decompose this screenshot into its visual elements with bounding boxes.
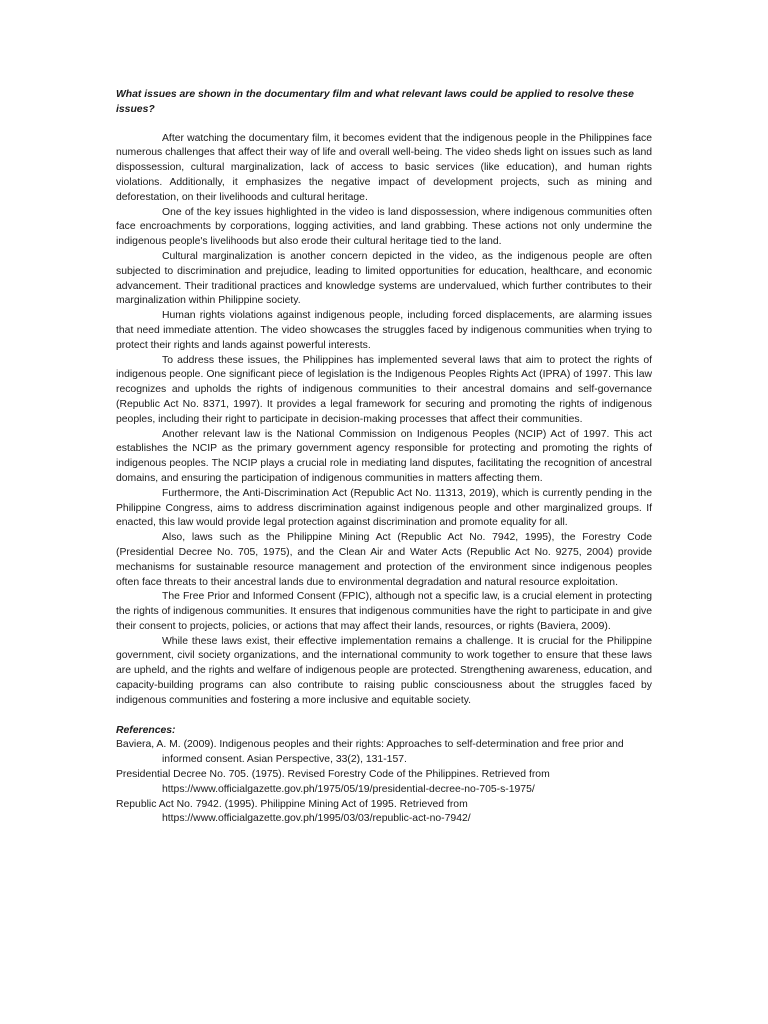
document-page [116, 88, 652, 827]
essay-question: What issues are shown in the documentary film and what relevant laws could be applied to resolve these issues? [116, 89, 634, 115]
references-list [116, 738, 652, 827]
paragraph: To address these issues, the Philippines has implemented several laws that aim to protect the rights of indigenous people. One significant piece of legislation is the Indigenous Peoples Rights Act (IPRA) of 1997. This law recognizes and upholds the rights of indigenous communities to their ancestral domains and self-governance (Republic Act No. 8371, 1997). It provides a legal framework for securing and promoting the rights of indigenous peoples, including their right to participate in decision-making processes that affect their communities. [116, 354, 652, 425]
paragraph: The Free Prior and Informed Consent (FPIC), although not a specific law, is a crucial element in protecting the rights of indigenous communities. It ensures that indigenous communities have the right to participate in and give their consent to projects, policies, or actions that may affect their lands, resources, or rights (Baviera, 2009). [116, 591, 653, 632]
paragraph: Cultural marginalization is another concern depicted in the video, as the indigenous people are often subjected to discrimination and prejudice, leading to limited opportunities for education, healthcare, and economic advancement. Their traditional practices and knowledge systems are undervalued, which further contributes to their marginalization within Philippine society. [116, 250, 652, 307]
paragraph: Also, laws such as the Philippine Mining Act (Republic Act No. 7942, 1995), the Forestry Code (Presidential Decree No. 705, 1975), and the Clean Air and Water Acts (Republic Act No. 9275, 2004) provide mechanisms for sustainable resource management and protection of the environment since indigenous peoples often face threats to their ancestral lands due to environmental degradation and natural resource exploitation. [116, 532, 652, 588]
paragraph: Another relevant law is the National Commission on Indigenous Peoples (NCIP) Act of 1997. This act establishes the NCIP as the primary government agency responsible for protecting and promoting the rights of indigenous peoples. The NCIP plays a crucial role in mediating land disputes, facilitating the recognition of ancestral domains, and ensuring the participation of indigenous communities in matters affecting them. [116, 428, 652, 484]
paragraph: Furthermore, the Anti-Discrimination Act (Republic Act No. 11313, 2019), which is currently pending in the Philippine Congress, aims to address discrimination against indigenous people and other marginalized groups. If enacted, this law would provide legal protection against discrimination and promote equality for all. [116, 487, 652, 529]
paragraph: Human rights violations against indigenous people, including forced displacements, are alarming issues that need immediate attention. The video showcases the struggles faced by indigenous communities when trying to protect their rights and lands against powerful interests. [116, 310, 652, 351]
paragraph: After watching the documentary film, it becomes evident that the indigenous people in the Philippines face numerous challenges that affect their way of life and overall well-being. The video sheds light on issues such as land dispossession, cultural marginalization, lack of access to basic services (like education), and human rights violations. Additionally, it emphasizes the negative impact of development projects, such as mining and deforestation, on their livelihoods and cultural heritage. [116, 132, 652, 203]
reference-item: Republic Act No. 7942. (1995). Philippine Mining Act of 1995. Retrieved from https://www.officialgazette.gov.ph/1995/03/03/republic-act-no-7942/ [116, 798, 471, 825]
reference-item: Presidential Decree No. 705. (1975). Revised Forestry Code of the Philippines. Retrieved from https://www.officialgazette.gov.ph/1975/05/19/presidential-decree-no-705-s-1975/ [116, 769, 550, 795]
references-heading: References: [116, 724, 176, 736]
paragraph: One of the key issues highlighted in the video is land dispossession, where indigenous communities often face encroachments by corporations, logging activities, and land grabbing. These actions not only undermine the indigenous people's livelihoods but also erode their cultural heritage tied to the land. [116, 206, 652, 248]
paragraph: While these laws exist, their effective implementation remains a challenge. It is crucial for the Philippine government, civil society organizations, and the international community to work together to ensure that these laws are upheld, and the rights and welfare of indigenous people are protected. Strengthening awareness, education, and capacity-building programs can also contribute to raising public consciousness about the struggles faced by indigenous communities and fostering a more inclusive and equitable society. [116, 635, 652, 706]
reference-item: Baviera, A. M. (2009). Indigenous peoples and their rights: Approaches to self-determination and free prior and informed consent. Asian Perspective, 33(2), 131-157. [116, 739, 624, 766]
essay-body [116, 132, 652, 709]
